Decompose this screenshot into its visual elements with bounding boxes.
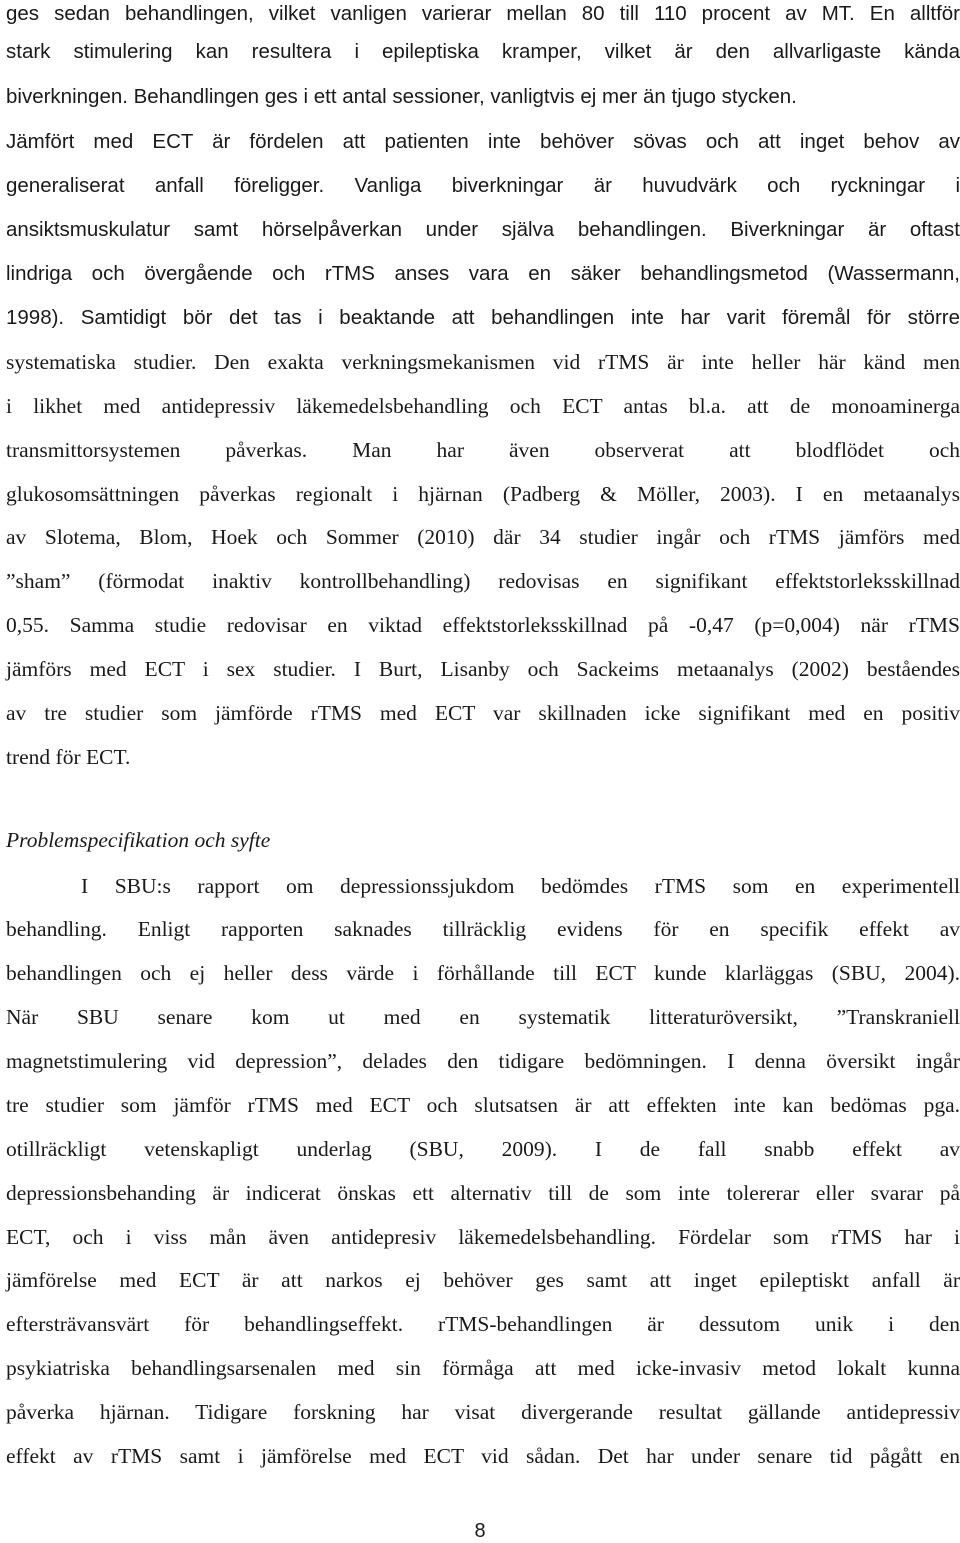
text-line: av tre studier som jämförde rTMS med ECT var skillnaden icke signifikant med en positiv <box>6 701 960 725</box>
text-line: 1998). Samtidigt bör det tas i beaktande att behandlingen inte har varit föremål för större <box>6 306 960 329</box>
text-line: 0,55. Samma studie redovisar en viktad effektstorleksskillnad på -0,47 (p=0,004) när rTMS <box>6 613 960 637</box>
text-line: behandling. Enligt rapporten saknades tillräcklig evidens för en specifik effekt av <box>6 917 960 941</box>
page-number: 8 <box>474 1520 486 1542</box>
text-line: behandlingen och ej heller dess värde i förhållande till ECT kunde klarläggas (SBU, 2004). <box>6 961 960 985</box>
text-line: depressionsbehanding är indicerat önskas ett alternativ till de som inte tolererar eller svarar på <box>6 1181 960 1205</box>
text-line: När SBU senare kom ut med en systematik litteraturöversikt, ”Transkraniell <box>6 1005 960 1029</box>
text-line: magnetstimulering vid depression”, delades den tidigare bedömningen. I denna översikt ingår <box>6 1049 960 1073</box>
text-line: ”sham” (förmodat inaktiv kontrollbehandling) redovisas en signifikant effektstorleksskillnad <box>6 569 960 593</box>
text-line: lindriga och övergående och rTMS anses vara en säker behandlingsmetod (Wassermann, <box>6 262 960 285</box>
text-line: otillräckligt vetenskapligt underlag (SBU, 2009). I de fall snabb effekt av <box>6 1137 960 1161</box>
text-line: transmittorsystemen påverkas. Man har även observerat att blodflödet och <box>6 438 960 462</box>
text-line: ges sedan behandlingen, vilket vanligen varierar mellan 80 till 110 procent av MT. En alltför <box>6 2 960 25</box>
section-heading: Problemspecifikation och syfte <box>6 828 271 852</box>
text-line: eftersträvansvärt för behandlingseffekt. rTMS-behandlingen är dessutom unik i den <box>6 1312 960 1336</box>
text-line: I SBU:s rapport om depressionssjukdom bedömdes rTMS som en experimentell <box>81 874 960 898</box>
text-line: generaliserat anfall föreligger. Vanliga biverkningar är huvudvärk och ryckningar i <box>6 174 960 197</box>
text-line: trend för ECT. <box>6 745 131 769</box>
text-line: glukosomsättningen påverkas regionalt i hjärnan (Padberg & Möller, 2003). I en metaanalys <box>6 482 960 506</box>
text-line: jämförs med ECT i sex studier. I Burt, Lisanby och Sackeims metaanalys (2002) beståendes <box>6 657 960 681</box>
text-line: psykiatriska behandlingsarsenalen med sin förmåga att med icke-invasiv metod lokalt kunna <box>6 1356 960 1380</box>
text-line: effekt av rTMS samt i jämförelse med ECT vid sådan. Det har under senare tid pågått en <box>6 1444 960 1468</box>
text-line: jämförelse med ECT är att narkos ej behöver ges samt att inget epileptiskt anfall är <box>6 1268 960 1292</box>
text-line: ansiktsmuskulatur samt hörselpåverkan under själva behandlingen. Biverkningar är oftast <box>6 218 960 241</box>
text-line: av Slotema, Blom, Hoek och Sommer (2010) där 34 studier ingår och rTMS jämförs med <box>6 525 960 549</box>
text-line: systematiska studier. Den exakta verkningsmekanismen vid rTMS är inte heller här känd men <box>6 350 960 374</box>
text-line: påverka hjärnan. Tidigare forskning har visat divergerande resultat gällande antidepressiv <box>6 1400 960 1424</box>
text-line: stark stimulering kan resultera i epileptiska kramper, vilket är den allvarligaste kända <box>6 40 960 63</box>
text-line: Jämfört med ECT är fördelen att patienten inte behöver sövas och att inget behov av <box>6 130 960 153</box>
text-line: ECT, och i viss mån även antidepresiv läkemedelsbehandling. Fördelar som rTMS har i <box>6 1225 960 1249</box>
text-line: biverkningen. Behandlingen ges i ett antal sessioner, vanligtvis ej mer än tjugo stycken. <box>6 85 797 108</box>
text-line: i likhet med antidepressiv läkemedelsbehandling och ECT antas bl.a. att de monoaminerga <box>6 394 960 418</box>
text-line: tre studier som jämför rTMS med ECT och slutsatsen är att effekten inte kan bedömas pga. <box>6 1093 960 1117</box>
